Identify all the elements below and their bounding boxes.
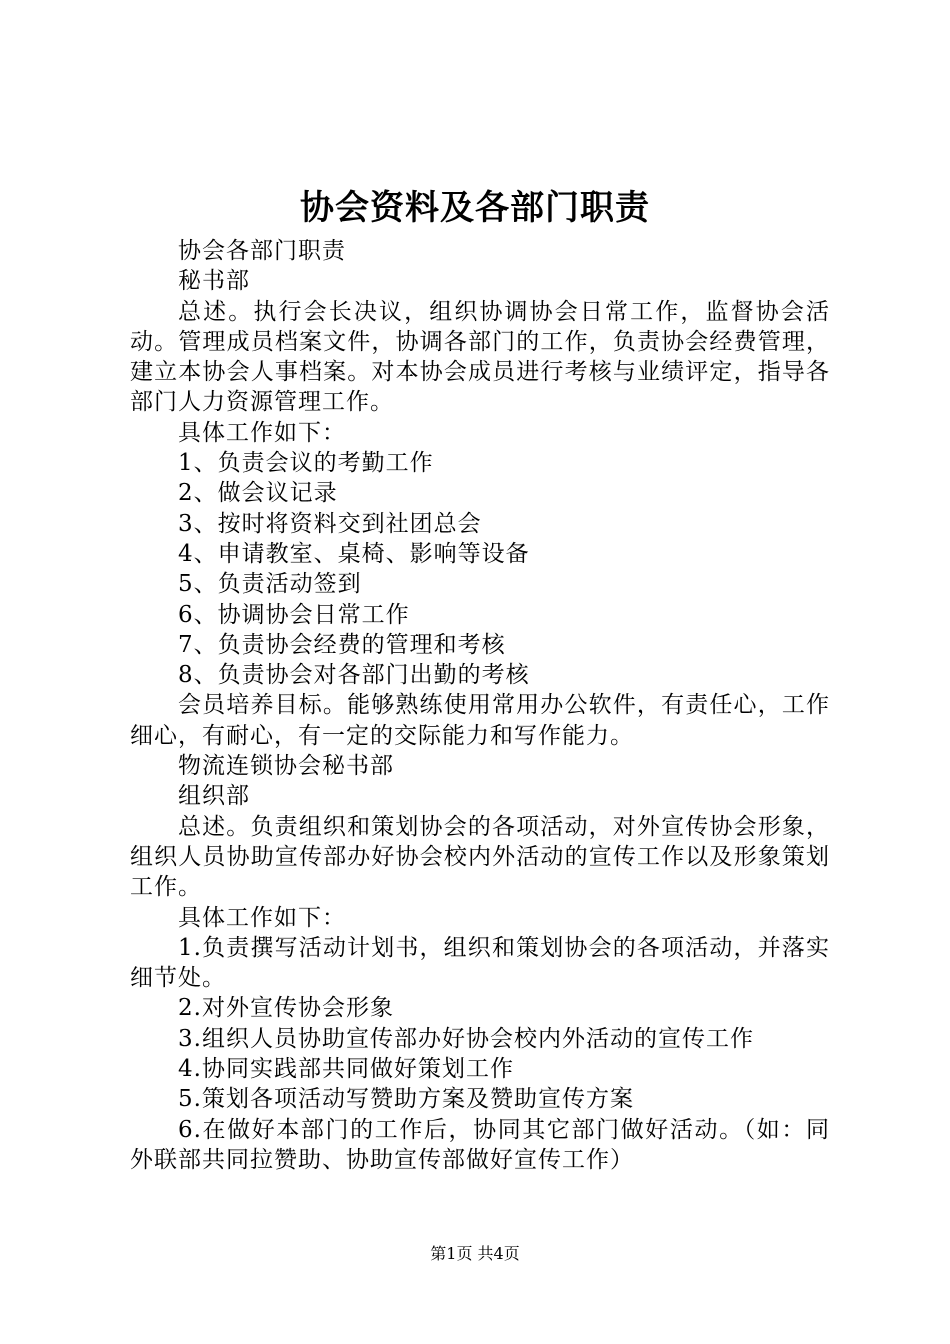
- list-item: 1.负责撰写活动计划书，组织和策划协会的各项活动，并落实细节处。: [130, 934, 830, 992]
- paragraph: 协会各部门职责: [178, 238, 346, 264]
- paragraph: 总述。执行会长决议，组织协调协会日常工作，监督协会活动。管理成员档案文件，协调各部门的工作，负责协会经费管理，建立本协会人事档案。对本协会成员进行考核与业绩评定，指导各部门人力资源管理工作。: [130, 298, 830, 416]
- list-item: 2.对外宣传协会形象: [178, 995, 394, 1022]
- paragraph: 秘书部: [178, 268, 250, 295]
- list-item: 3、按时将资料交到社团总会: [178, 510, 482, 537]
- list-item: 3.组织人员协助宣传部办好协会校内外活动的宣传工作: [178, 1025, 754, 1052]
- list-item: 5、负责活动签到: [178, 571, 362, 598]
- paragraph: 组织部: [178, 783, 250, 810]
- list-item: 6.在做好本部门的工作后，协同其它部门做好活动。（如：同外联部共同拉赞助、协助宣传部做好宣传工作）: [130, 1116, 830, 1173]
- document-title: 协会资料及各部门职责: [300, 188, 650, 228]
- list-item: 1、负责会议的考勤工作: [178, 450, 434, 477]
- paragraph: 会员培养目标。能够熟练使用常用办公软件，有责任心，工作细心，有耐心，有一定的交际能力和写作能力。: [130, 692, 830, 749]
- list-item: 6、协调协会日常工作: [178, 601, 410, 628]
- list-item: 2、做会议记录: [178, 480, 338, 507]
- list-item: 7、负责协会经费的管理和考核: [178, 631, 506, 658]
- paragraph: 总述。负责组织和策划协会的各项活动，对外宣传协会形象，组织人员协助宣传部办好协会校内外活动的宣传工作以及形象策划工作。: [130, 813, 830, 901]
- list-item: 4.协同实践部共同做好策划工作: [178, 1056, 514, 1083]
- list-item: 5.策划各项活动写赞助方案及赞助宣传方案: [178, 1086, 634, 1113]
- paragraph: 具体工作如下：: [178, 904, 346, 931]
- list-item: 8、负责协会对各部门出勤的考核: [178, 662, 530, 689]
- paragraph: 具体工作如下：: [178, 419, 346, 446]
- paragraph: 物流连锁协会秘书部: [178, 753, 394, 780]
- document-body: [130, 236, 830, 1175]
- page-footer: 第1页 共4页: [430, 1244, 520, 1263]
- list-item: 4、申请教室、桌椅、影响等设备: [178, 540, 530, 567]
